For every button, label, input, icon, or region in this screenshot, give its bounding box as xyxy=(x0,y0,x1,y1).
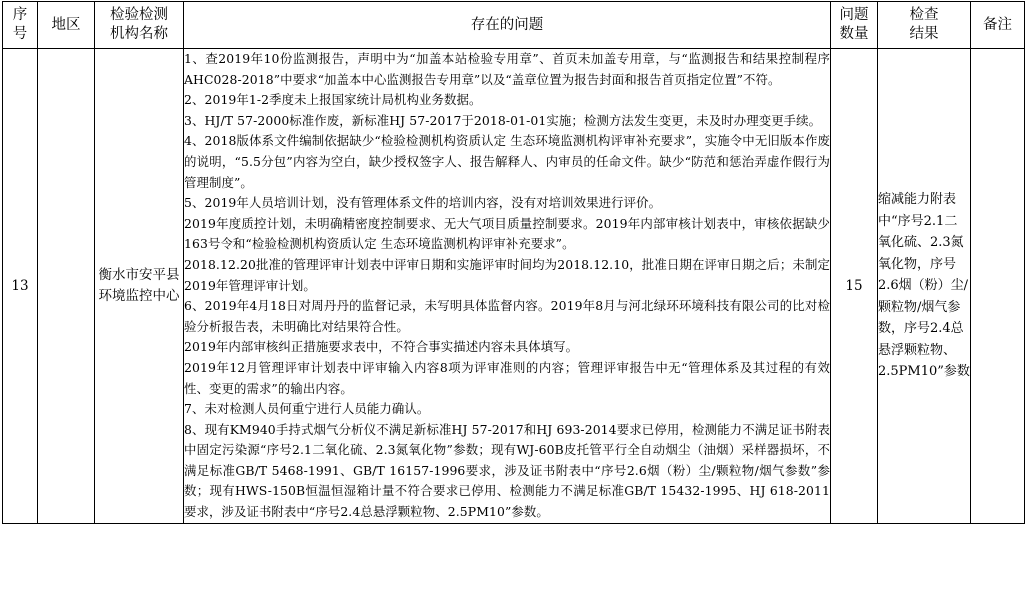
cell-remark xyxy=(971,49,1025,524)
header-row xyxy=(3,2,1025,49)
cell-region xyxy=(38,49,95,524)
problem-item: 7、未对检测人员何重宁进行人员能力确认。 xyxy=(184,401,430,417)
header-org: 检验检测机构名称 xyxy=(95,2,184,49)
cell-problems xyxy=(184,49,831,524)
inspection-table xyxy=(2,1,1025,524)
problem-item: 8、现有KM940手持式烟气分析仪不满足新标准HJ 57-2017和HJ 693-2014要求已停用，检测能力不满足证书附表中固定污染源“序号2.1二氧化硫、2.3氮氧化物”参数；现有WJ-60B皮托管平行全自动烟尘（油烟）采样器损坏，不满足标准GB/T 5468-1991、GB/T 16157-1996要求，涉及证书附表中“序号2.6烟（粉）尘/颗粒物/烟气参数”参数；现有HWS-150B恒温恒湿箱计量不符合要求已停用、检测能力不满足标准GB/T 15432-1995、HJ 618-2011要求，涉及证书附表中“序号2.4总悬浮颗粒物、2.5PM10”参数。 xyxy=(184,421,830,520)
problem-item: 5、2019年人员培训计划，没有管理体系文件的培训内容，没有对培训效果进行评价。 xyxy=(184,195,662,211)
problem-item: 2019年度质控计划，未明确精密度控制要求、无大气项目质量控制要求。2019年内部审核计划表中，审核依据缺少163号令和“检验检测机构资质认定 生态环境监测机构评审补充要求”。 xyxy=(184,215,830,252)
problem-item: 2019年12月管理评审计划表中评审输入内容8项为评审准则的内容；管理评审报告中无“管理体系及其过程的有效性、变更的需求”的输出内容。 xyxy=(184,359,830,396)
header-problems: 存在的问题 xyxy=(184,2,831,49)
problem-item: 3、HJ/T 57-2000标准作废，新标准HJ 57-2017于2018-01-01实施；检测方法发生变更，未及时办理变更手续。 xyxy=(184,112,822,128)
header-result: 检查结果 xyxy=(878,2,971,49)
cell-count: 15 xyxy=(831,49,878,524)
problem-item: 1、查2019年10份监测报告，声明中为“加盖本站检验专用章”、首页未加盖专用章，与“监测报告和结果控制程序AHC028-2018”中要求“加盖本中心监测报告专用章”以及“盖章位置为报告封面和报告首页指定位置”不符。 xyxy=(184,51,830,87)
header-seq: 序号 xyxy=(3,2,38,49)
problem-item: 2018.12.20批准的管理评审计划表中评审日期和实施评审时间均为2018.12.10，批准日期在评审日期之后；未制定2019年管理评审计划。 xyxy=(184,256,830,293)
cell-seq: 13 xyxy=(3,49,38,524)
header-region: 地区 xyxy=(38,2,95,49)
problem-item: 2、2019年1-2季度未上报国家统计局机构业务数据。 xyxy=(184,92,482,108)
header-count: 问题数量 xyxy=(831,2,878,49)
problem-item: 2019年内部审核纠正措施要求表中，不符合事实描述内容未具体填写。 xyxy=(184,339,579,355)
problem-item: 4、2018版体系文件编制依据缺少“检验检测机构资质认定 生态环境监测机构评审补充要求”，实施令中无旧版本作废的说明，“5.5分包”内容为空白，缺少授权签字人、报告解释人、内审员的任命文件。缺少“防范和惩治弄虚作假行为管理制度”。 xyxy=(184,133,830,190)
header-remark: 备注 xyxy=(971,2,1025,49)
problem-item: 6、2019年4月18日对周丹丹的监督记录，未写明具体监督内容。2019年8月与河北绿环环境科技有限公司的比对检验分析报告表，未明确比对结果符合性。 xyxy=(184,298,830,334)
table-row xyxy=(3,49,1025,524)
cell-result: 缩减能力附表中“序号2.1二氧化硫、2.3氮氧化物，序号2.6烟（粉）尘/颗粒物/烟气参数，序号2.4总悬浮颗粒物、2.5PM10”参数 xyxy=(878,49,971,524)
cell-org: 衡水市安平县环境监控中心 xyxy=(95,49,184,524)
